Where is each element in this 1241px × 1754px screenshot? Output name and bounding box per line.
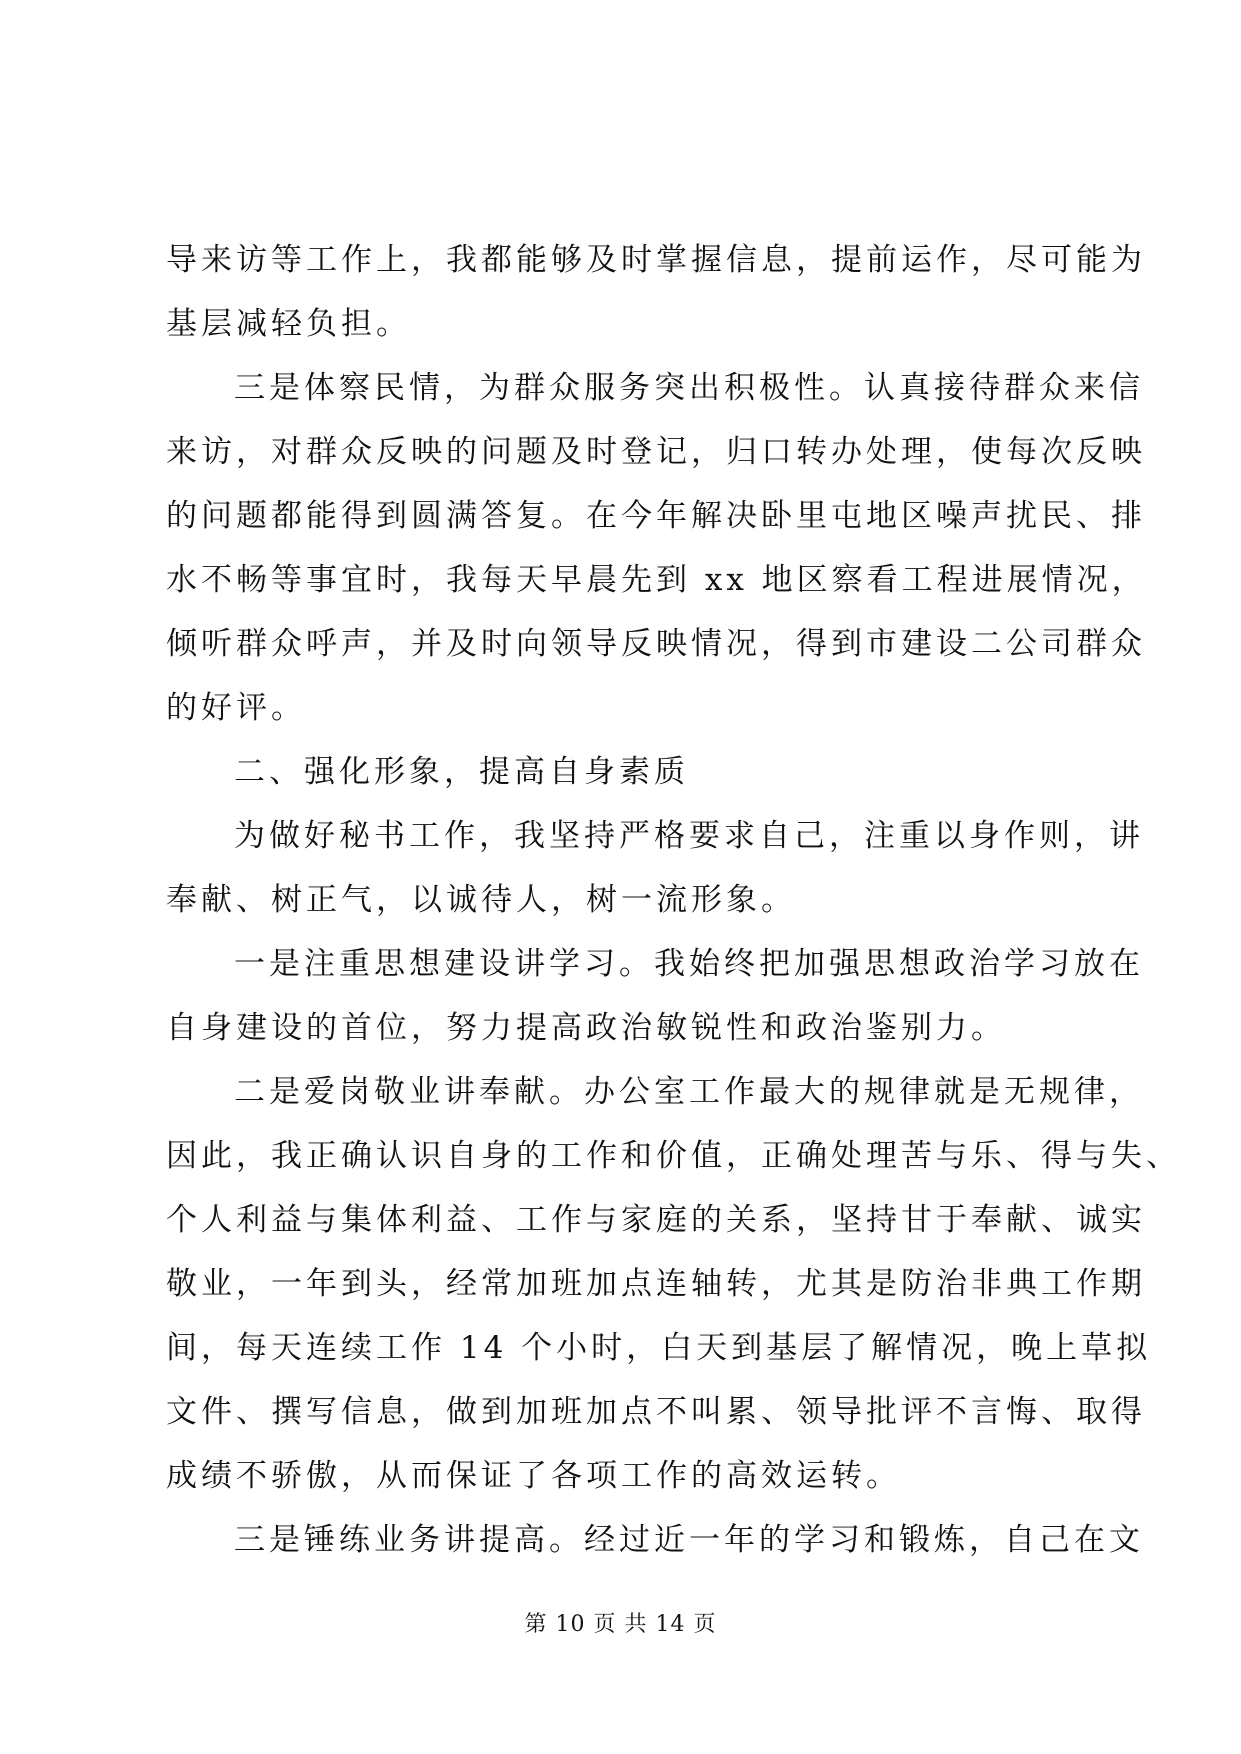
- document-body: [166, 228, 1181, 1572]
- text-line: 的问题都能得到圆满答复。在今年解决卧里屯地区噪声扰民、排: [166, 498, 1146, 534]
- text-line: 来访，对群众反映的问题及时登记，归口转办处理，使每次反映: [166, 434, 1146, 470]
- text-line: 间，每天连续工作 14 个小时，白天到基层了解情况，晚上草拟: [166, 1330, 1152, 1366]
- text-line: 奉献、树正气，以诚待人，树一流形象。: [166, 882, 796, 918]
- text-line: 水不畅等事宜时，我每天早晨先到 xx 地区察看工程进展情况，: [166, 562, 1147, 598]
- text-line: 倾听群众呼声，并及时向领导反映情况，得到市建设二公司群众: [166, 626, 1146, 662]
- paragraph-start-line: 二是爱岗敬业讲奉献。办公室工作最大的规律就是无规律，: [234, 1074, 1144, 1110]
- page-number-footer: 第 10 页 共 14 页: [524, 1612, 717, 1637]
- paragraph-start-line: 一是注重思想建设讲学习。我始终把加强思想政治学习放在: [234, 946, 1144, 982]
- paragraph-start-line: 三是锤练业务讲提高。经过近一年的学习和锻炼，自己在文: [234, 1522, 1144, 1558]
- text-line: 敬业，一年到头，经常加班加点连轴转，尤其是防治非典工作期: [166, 1266, 1146, 1302]
- text-line: 的好评。: [166, 690, 306, 726]
- text-line: 文件、撰写信息，做到加班加点不叫累、领导批评不言悔、取得: [166, 1394, 1146, 1430]
- text-line: 因此，我正确认识自身的工作和价值，正确处理苦与乐、得与失、: [166, 1138, 1181, 1174]
- text-line: 基层减轻负担。: [166, 306, 411, 342]
- text-line: 导来访等工作上，我都能够及时掌握信息，提前运作，尽可能为: [166, 242, 1146, 278]
- paragraph-start-line: 三是体察民情，为群众服务突出积极性。认真接待群众来信: [234, 370, 1144, 406]
- text-line: 个人利益与集体利益、工作与家庭的关系，坚持甘于奉献、诚实: [166, 1202, 1146, 1238]
- text-line: 成绩不骄傲，从而保证了各项工作的高效运转。: [166, 1458, 901, 1494]
- text-line: 自身建设的首位，努力提高政治敏锐性和政治鉴别力。: [166, 1010, 1006, 1046]
- section-heading: 二、强化形象，提高自身素质: [234, 754, 689, 790]
- paragraph-start-line: 为做好秘书工作，我坚持严格要求自己，注重以身作则，讲: [234, 818, 1144, 854]
